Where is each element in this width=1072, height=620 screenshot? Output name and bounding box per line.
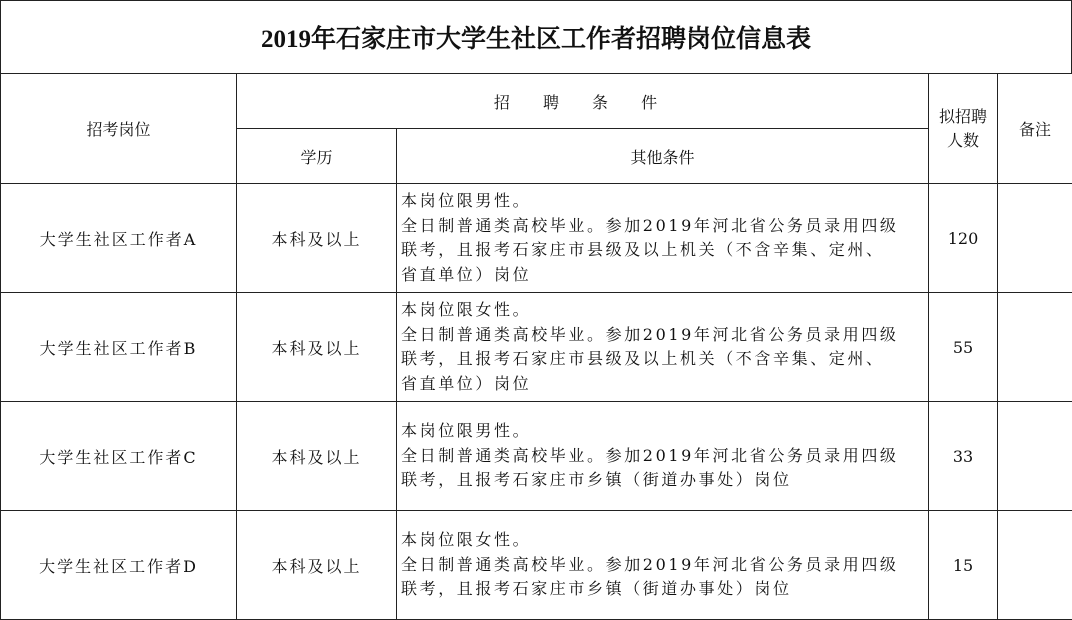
condition-line: 全日制普通类高校毕业。参加2019年河北省公务员录用四级 [401,553,928,578]
education-cell: 本科及以上 [237,184,397,293]
conditions-cell [397,511,929,620]
count-cell: 15 [929,511,998,620]
position-cell: 大学生社区工作者D [1,511,237,620]
position-cell: 大学生社区工作者C [1,402,237,511]
table-row [1,511,1072,620]
condition-line: 本岗位限女性。 [401,298,928,323]
header-position: 招考岗位 [1,74,237,184]
remarks-cell [998,511,1072,620]
table-row [1,184,1072,293]
count-cell: 33 [929,402,998,511]
condition-line: 省直单位）岗位 [401,372,928,397]
condition-line: 本岗位限男性。 [401,189,928,214]
header-other: 其他条件 [397,129,929,184]
header-remarks: 备注 [998,74,1072,184]
condition-line: 联考，且报考石家庄市乡镇（街道办事处）岗位 [401,468,928,493]
table-title: 2019年石家庄市大学生社区工作者招聘岗位信息表 [0,0,1072,73]
position-cell: 大学生社区工作者B [1,293,237,402]
education-cell: 本科及以上 [237,511,397,620]
header-requirements: 招 聘 条 件 [237,74,929,129]
header-education: 学历 [237,129,397,184]
condition-line: 本岗位限男性。 [401,419,928,444]
count-cell: 55 [929,293,998,402]
remarks-cell [998,293,1072,402]
condition-line: 本岗位限女性。 [401,528,928,553]
recruitment-table [0,73,1072,620]
remarks-cell [998,402,1072,511]
count-cell: 120 [929,184,998,293]
table-row [1,293,1072,402]
condition-line: 省直单位）岗位 [401,263,928,288]
condition-line: 全日制普通类高校毕业。参加2019年河北省公务员录用四级 [401,214,928,239]
condition-line: 联考，且报考石家庄市乡镇（街道办事处）岗位 [401,577,928,602]
condition-line: 全日制普通类高校毕业。参加2019年河北省公务员录用四级 [401,444,928,469]
position-cell: 大学生社区工作者A [1,184,237,293]
education-cell: 本科及以上 [237,402,397,511]
conditions-cell [397,184,929,293]
condition-line: 联考，且报考石家庄市县级及以上机关（不含辛集、定州、 [401,347,928,372]
condition-line: 全日制普通类高校毕业。参加2019年河北省公务员录用四级 [401,323,928,348]
conditions-cell [397,293,929,402]
conditions-cell [397,402,929,511]
header-count: 拟招聘人数 [929,74,998,184]
condition-line: 联考，且报考石家庄市县级及以上机关（不含辛集、定州、 [401,238,928,263]
remarks-cell [998,184,1072,293]
education-cell: 本科及以上 [237,293,397,402]
table-row [1,402,1072,511]
